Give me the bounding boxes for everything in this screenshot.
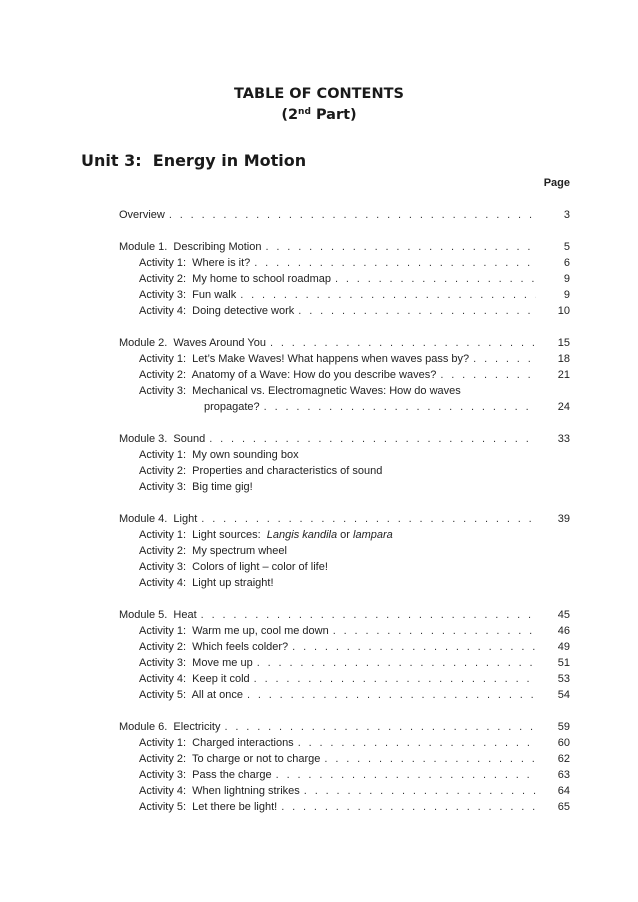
- toc-entry-module: [119, 335, 570, 351]
- module-label: Module 2. Waves Around You: [119, 337, 266, 349]
- dot-leader: [281, 799, 536, 815]
- toc-entry-module: [119, 719, 570, 735]
- activity-label: Activity 2: Properties and characteristics of sound: [139, 465, 383, 477]
- toc-entry-activity: [119, 527, 570, 543]
- entry-page: 3: [563, 209, 570, 221]
- dot-leader: [304, 783, 536, 799]
- dot-leader: [298, 735, 536, 751]
- activity-label: Activity 2: To charge or not to charge: [139, 753, 321, 765]
- toc-entry-activity: [119, 287, 570, 303]
- toc-entry-activity: [119, 655, 570, 671]
- module-page: 15: [557, 337, 570, 349]
- activity-label: Activity 1: Warm me up, cool me down: [139, 625, 329, 637]
- activity-label: propagate?: [204, 401, 260, 413]
- dot-leader: [292, 639, 536, 655]
- activity-page: 51: [557, 657, 570, 669]
- toc-entry-activity: [119, 671, 570, 687]
- activity-page: 46: [557, 625, 570, 637]
- activity-label: Activity 3: Big time gig!: [139, 481, 253, 493]
- toc-entry-module: [119, 607, 570, 623]
- activity-label: Activity 4: Doing detective work: [139, 305, 295, 317]
- toc-entry-activity: [119, 463, 570, 479]
- activity-page: 10: [557, 305, 570, 317]
- activity-page: 6: [563, 257, 570, 269]
- module-label: Module 6. Electricity: [119, 721, 221, 733]
- toc-subtitle: (2nd Part): [281, 107, 357, 123]
- activity-label: Activity 4: Light up straight!: [139, 577, 274, 589]
- module-page: 59: [557, 721, 570, 733]
- activity-page: 62: [557, 753, 570, 765]
- activity-label: Activity 3: Colors of light – color of life!: [139, 561, 328, 573]
- activity-label: Activity 2: Anatomy of a Wave: How do you describe waves?: [139, 369, 437, 381]
- toc-entry-module: [119, 431, 570, 447]
- activity-page: 9: [563, 289, 570, 301]
- toc-list: [119, 207, 570, 815]
- activity-page: 63: [557, 769, 570, 781]
- activity-page: 60: [557, 737, 570, 749]
- dot-leader: [240, 287, 536, 303]
- activity-page: 65: [557, 801, 570, 813]
- activity-label: Activity 3: Mechanical vs. Electromagnetic Waves: How do waves: [139, 385, 461, 397]
- activity-label: Activity 1: My own sounding box: [139, 449, 299, 461]
- page-column-label: Page: [543, 177, 570, 189]
- activity-label: Activity 5: All at once: [139, 689, 243, 701]
- dot-leader: [247, 687, 536, 703]
- toc-entry-activity: [119, 479, 570, 495]
- activity-page: 54: [557, 689, 570, 701]
- dot-leader: [333, 623, 536, 639]
- activity-label: Activity 5: Let there be light!: [139, 801, 278, 813]
- dot-leader: [276, 767, 536, 783]
- activity-page: 24: [557, 401, 570, 413]
- activity-label: Activity 3: Move me up: [139, 657, 253, 669]
- unit-heading: Unit 3: Energy in Motion: [81, 151, 307, 170]
- activity-label: Activity 2: Which feels colder?: [139, 641, 289, 653]
- toc-entry-activity: [119, 623, 570, 639]
- toc-entry-activity: [119, 271, 570, 287]
- toc-entry-activity: [119, 575, 570, 591]
- activity-label: Activity 3: Pass the charge: [139, 769, 272, 781]
- activity-page: 18: [557, 353, 570, 365]
- module-page: 39: [557, 513, 570, 525]
- toc-entry-activity: [119, 351, 570, 367]
- dot-leader: [254, 671, 536, 687]
- activity-label: Activity 1: Let’s Make Waves! What happens when waves pass by?: [139, 353, 470, 365]
- dot-leader: [209, 431, 536, 447]
- toc-entry-module: [119, 239, 570, 255]
- activity-label: Activity 4: When lightning strikes: [139, 785, 300, 797]
- dot-leader: [224, 719, 536, 735]
- toc-entry-activity: [119, 767, 570, 783]
- toc-entry-activity: [119, 639, 570, 655]
- dot-leader: [201, 607, 536, 623]
- dot-leader: [270, 335, 536, 351]
- toc-title: TABLE OF CONTENTS: [234, 86, 404, 102]
- toc-entry-activity: [119, 383, 570, 399]
- toc-entry-module: [119, 511, 570, 527]
- activity-label: Activity 2: My home to school roadmap: [139, 273, 331, 285]
- toc-entry-activity: [119, 559, 570, 575]
- module-page: 33: [557, 433, 570, 445]
- activity-page: 64: [557, 785, 570, 797]
- toc-entry-activity: [119, 783, 570, 799]
- activity-page: 21: [557, 369, 570, 381]
- activity-page: 9: [563, 273, 570, 285]
- dot-leader: [298, 303, 536, 319]
- toc-entry-activity: [119, 367, 570, 383]
- toc-entry-activity: [119, 687, 570, 703]
- dot-leader: [324, 751, 536, 767]
- toc-entry-activity: [119, 799, 570, 815]
- entry-label: Overview: [119, 209, 165, 221]
- activity-label: Activity 1: Where is it?: [139, 257, 251, 269]
- toc-entry-overview: [119, 207, 570, 223]
- module-page: 5: [563, 241, 570, 253]
- activity-label: Activity 1: Light sources: Langis kandila or lampara: [139, 529, 393, 541]
- dot-leader: [473, 351, 536, 367]
- toc-entry-activity: [119, 303, 570, 319]
- dot-leader: [201, 511, 536, 527]
- activity-page: 49: [557, 641, 570, 653]
- dot-leader: [264, 399, 536, 415]
- activity-page: 53: [557, 673, 570, 685]
- module-page: 45: [557, 609, 570, 621]
- module-label: Module 5. Heat: [119, 609, 197, 621]
- activity-label: Activity 2: My spectrum wheel: [139, 545, 287, 557]
- dot-leader: [440, 367, 536, 383]
- activity-label: Activity 3: Fun walk: [139, 289, 237, 301]
- dot-leader: [335, 271, 536, 287]
- toc-entry-activity-continued: [119, 399, 570, 415]
- toc-title-block: [0, 84, 638, 126]
- dot-leader: [265, 239, 536, 255]
- activity-label: Activity 4: Keep it cold: [139, 673, 250, 685]
- toc-entry-activity: [119, 751, 570, 767]
- toc-entry-activity: [119, 735, 570, 751]
- toc-entry-activity: [119, 255, 570, 271]
- module-label: Module 3. Sound: [119, 433, 206, 445]
- activity-label: Activity 1: Charged interactions: [139, 737, 294, 749]
- dot-leader: [169, 207, 536, 223]
- module-label: Module 4. Light: [119, 513, 198, 525]
- dot-leader: [254, 255, 536, 271]
- dot-leader: [257, 655, 536, 671]
- toc-entry-activity: [119, 543, 570, 559]
- toc-entry-activity: [119, 447, 570, 463]
- module-label: Module 1. Describing Motion: [119, 241, 262, 253]
